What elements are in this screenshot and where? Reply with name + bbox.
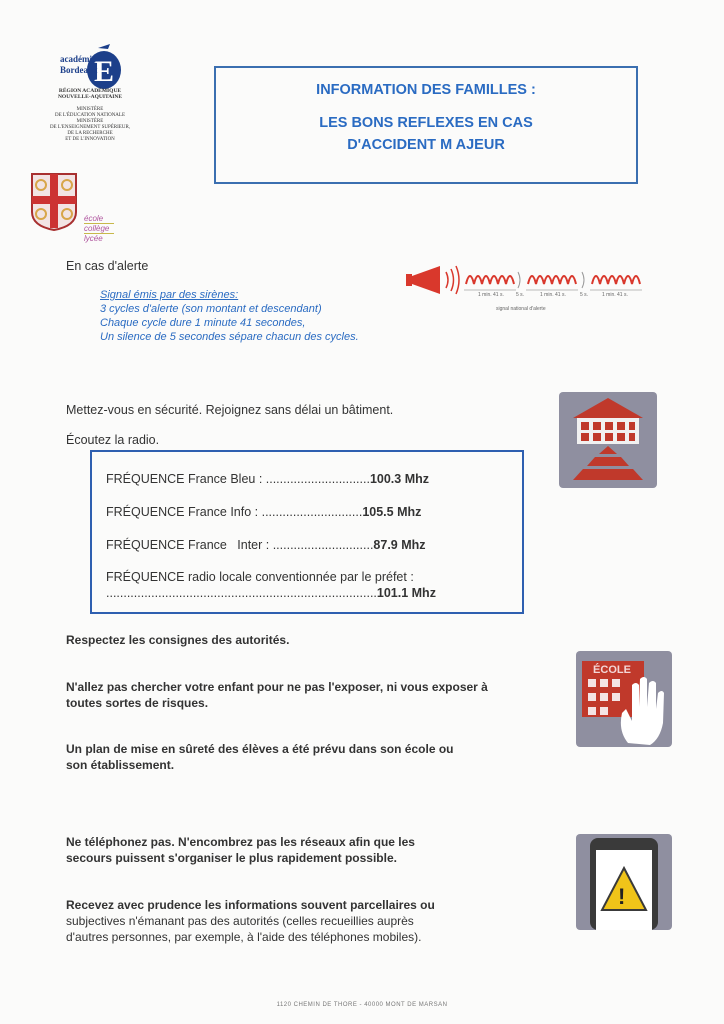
consignes-line1: Respectez les consignes des autorités. bbox=[66, 633, 290, 647]
academie-line2: Bordeaux bbox=[60, 65, 98, 75]
ecole-label: ÉCOLE bbox=[593, 664, 631, 676]
alerte-heading: En cas d'alerte bbox=[66, 259, 149, 273]
frequency-label: FRÉQUENCE France Info : ............................. bbox=[106, 505, 363, 519]
warning-glyph: ! bbox=[618, 884, 626, 909]
ministere1-line2: DE L'ÉDUCATION NATIONALE bbox=[54, 113, 126, 118]
frequency-row-france-info bbox=[106, 505, 421, 519]
frequency-value: 101.1 Mhz bbox=[376, 586, 436, 600]
consignes-line3b: son établissement. bbox=[66, 758, 175, 772]
page-title-line2: LES BONS REFLEXES EN CAS bbox=[319, 115, 533, 131]
region-ministry-block bbox=[20, 88, 160, 143]
signal-line1: 3 cycles d'alerte (son montant et descendant) bbox=[100, 303, 322, 315]
telephone-line2c: d'autres personnes, par exemple, à l'aide des téléphones mobiles). bbox=[66, 930, 422, 944]
school-type-college: collège bbox=[84, 224, 114, 234]
page-title-line3: D'ACCIDENT M AJEUR bbox=[347, 137, 505, 153]
frequency-value: 100.3 Mhz bbox=[369, 472, 430, 486]
frequency-row-france-bleu bbox=[106, 472, 429, 486]
frequency-label: .............................................................................. bbox=[106, 586, 377, 600]
frequency-value: 87.9 Mhz bbox=[373, 538, 426, 552]
school-type-ecole: école bbox=[84, 214, 114, 224]
consignes-line3 bbox=[66, 741, 546, 773]
siren-silence-2: 5 s. bbox=[580, 292, 589, 298]
school-type-lycee: lycée bbox=[84, 234, 103, 243]
securite-line1: Mettez-vous en sécurité. Rejoignez sans délai un bâtiment. bbox=[66, 403, 394, 417]
school-logo bbox=[30, 172, 78, 232]
signal-line3: Un silence de 5 secondes sépare chacun des cycles. bbox=[100, 331, 359, 343]
consignes-line2b: toutes sortes de risques. bbox=[66, 696, 209, 710]
signal-description bbox=[100, 288, 359, 344]
region-line2: NOUVELLE-AQUITAINE bbox=[57, 94, 123, 100]
consignes-line2 bbox=[66, 679, 546, 711]
siren-caption: signal national d'alerte bbox=[496, 306, 546, 312]
title-box bbox=[214, 66, 638, 184]
telephone-line2b: subjectives n'émanant pas des autorités (celles recueillies auprès bbox=[66, 914, 414, 928]
consignes-line3a: Un plan de mise en sûreté des élèves a été prévu dans son école ou bbox=[66, 742, 454, 756]
frequency-label: FRÉQUENCE radio locale conventionnée par le préfet : bbox=[106, 570, 414, 584]
consignes-line2a: N'allez pas chercher votre enfant pour ne pas l'exposer, ni vous exposer à bbox=[66, 680, 488, 694]
frequency-row-radio-locale bbox=[106, 570, 414, 584]
telephone-line1b: secours puissent s'organiser le plus rapidement possible. bbox=[66, 851, 397, 865]
telephone-line1a: Ne téléphonez pas. N'encombrez pas les réseaux afin que les bbox=[66, 835, 415, 849]
frequency-value: 105.5 Mhz bbox=[362, 505, 422, 519]
siren-silence-1: 5 s. bbox=[516, 292, 525, 298]
school-shield-icon bbox=[30, 172, 78, 232]
ministere1-line1: MINISTÈRE bbox=[76, 107, 104, 112]
siren-time-3: 1 min. 41 s. bbox=[602, 292, 628, 298]
frequency-box bbox=[90, 450, 524, 614]
telephone-line2 bbox=[66, 897, 546, 945]
signal-title: Signal émis par des sirènes: bbox=[100, 289, 239, 301]
building-icon bbox=[559, 392, 657, 488]
frequency-row-france-inter bbox=[106, 538, 426, 552]
signal-line2: Chaque cycle dure 1 minute 41 secondes, bbox=[100, 317, 306, 329]
academie-line1: académie bbox=[60, 54, 96, 64]
telephone-line1 bbox=[66, 834, 546, 866]
securite-line2: Écoutez la radio. bbox=[66, 433, 160, 447]
page-title-line1: INFORMATION DES FAMILLES : bbox=[316, 82, 536, 98]
region-line1: RÉGION ACADÉMIQUE bbox=[58, 88, 122, 94]
ministere2-line4: ET DE L'INNOVATION bbox=[65, 137, 115, 142]
school-types bbox=[84, 214, 114, 243]
ministere2-line3: DE LA RECHERCHE bbox=[67, 131, 113, 136]
frequency-label: FRÉQUENCE France Inter : ............................. bbox=[106, 538, 374, 552]
school-hand-icon bbox=[576, 651, 672, 747]
ministere2-line1: MINISTÈRE bbox=[76, 119, 104, 124]
frequency-row-radio-locale-value bbox=[106, 586, 436, 600]
ministere2-line2: DE L'ENSEIGNEMENT SUPÉRIEUR, bbox=[49, 125, 131, 130]
phone-warning-icon bbox=[576, 834, 672, 930]
svg-text:E: E bbox=[93, 55, 115, 88]
siren-time-2: 1 min. 41 s. bbox=[540, 292, 566, 298]
siren-time-1: 1 min. 41 s. bbox=[478, 292, 504, 298]
footer-address: 1120 CHEMIN DE THORE - 40000 MONT DE MARSAN bbox=[276, 1002, 448, 1008]
telephone-line2a: Recevez avec prudence les informations souvent parcellaires ou bbox=[66, 898, 435, 912]
frequency-label: FRÉQUENCE France Bleu : .............................. bbox=[106, 472, 370, 486]
siren-diagram bbox=[406, 262, 646, 320]
